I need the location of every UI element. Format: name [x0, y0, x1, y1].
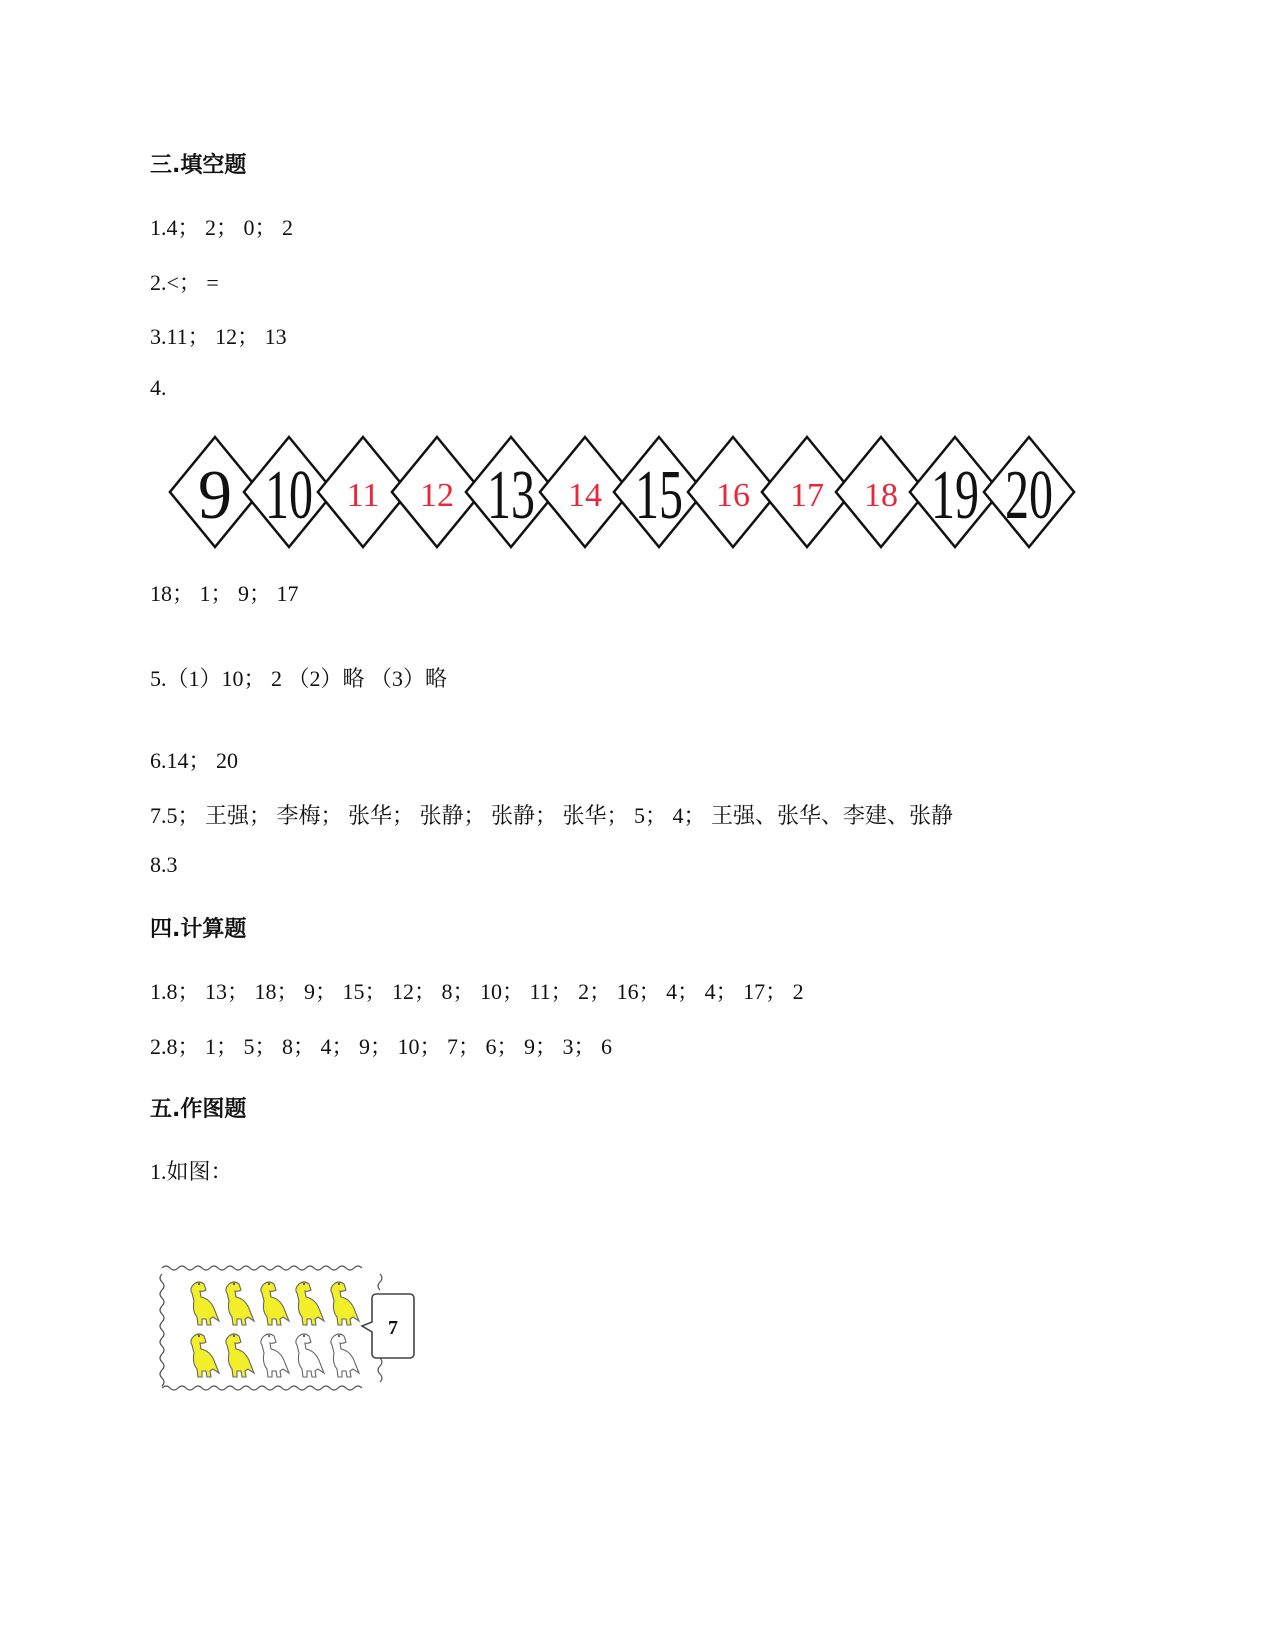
diamond-answer-number: 18	[864, 477, 898, 514]
diamond-given-number: 13	[487, 457, 535, 534]
dinosaur-grid	[191, 1282, 359, 1377]
yellow-dinosaur	[191, 1282, 219, 1325]
bubble-count-text: 7	[388, 1317, 398, 1339]
diamond-given-number: 20	[1005, 457, 1053, 534]
number-diamond	[984, 437, 1074, 547]
number-diamond-strip	[160, 432, 1060, 554]
answer-line: 1.8； 13； 18； 9； 15； 12； 8； 10； 11； 2； 16； 4； 4； 17； 2	[150, 979, 804, 1004]
count-bubble	[362, 1294, 414, 1358]
answer-line: 5.（1）10； 2 （2）略 （3）略	[150, 666, 448, 691]
yellow-dinosaur	[226, 1282, 254, 1325]
answer-line: 7.5； 王强； 李梅； 张华； 张静； 张静； 张华； 5； 4； 王强、张华、李建、张静	[150, 803, 954, 828]
dinosaur-figure	[158, 1260, 416, 1400]
white-dinosaur	[296, 1334, 324, 1377]
answer-line: 1.4； 2； 0； 2	[150, 215, 294, 240]
yellow-dinosaur	[191, 1334, 219, 1377]
yellow-dinosaur	[261, 1282, 289, 1325]
section-heading-drawing: 五.作图题	[150, 1097, 247, 1122]
white-dinosaur	[261, 1334, 289, 1377]
white-dinosaur	[331, 1334, 359, 1377]
answer-line: 2.<； =	[150, 270, 219, 295]
answer-line: 6.14； 20	[150, 748, 239, 773]
diamond-given-number: 15	[635, 457, 683, 534]
diamond-answer-number: 12	[420, 477, 454, 514]
diamond-answer-number: 16	[716, 477, 750, 514]
diamond-given-number: 19	[931, 457, 979, 534]
diamond-given-number: 9	[198, 457, 232, 534]
answer-line: 3.11； 12； 13	[150, 324, 287, 349]
yellow-dinosaur	[296, 1282, 324, 1325]
answer-line: 4.	[150, 375, 167, 400]
yellow-dinosaur	[226, 1334, 254, 1377]
diamond-answer-number: 11	[346, 477, 380, 514]
section-heading-calculation: 四.计算题	[150, 917, 247, 942]
diamond-answer-number: 17	[790, 477, 824, 514]
diamond-given-number: 10	[265, 457, 313, 534]
diamond-answer-number: 14	[568, 477, 602, 514]
section-heading-fill-blank: 三.填空题	[150, 153, 247, 178]
yellow-dinosaur	[331, 1282, 359, 1325]
answer-line: 2.8； 1； 5； 8； 4； 9； 10； 7； 6； 9； 3； 6	[150, 1034, 613, 1059]
answer-line: 1.如图：	[150, 1159, 233, 1184]
answer-line: 8.3	[150, 852, 178, 877]
answer-line: 18； 1； 9； 17	[150, 581, 299, 606]
